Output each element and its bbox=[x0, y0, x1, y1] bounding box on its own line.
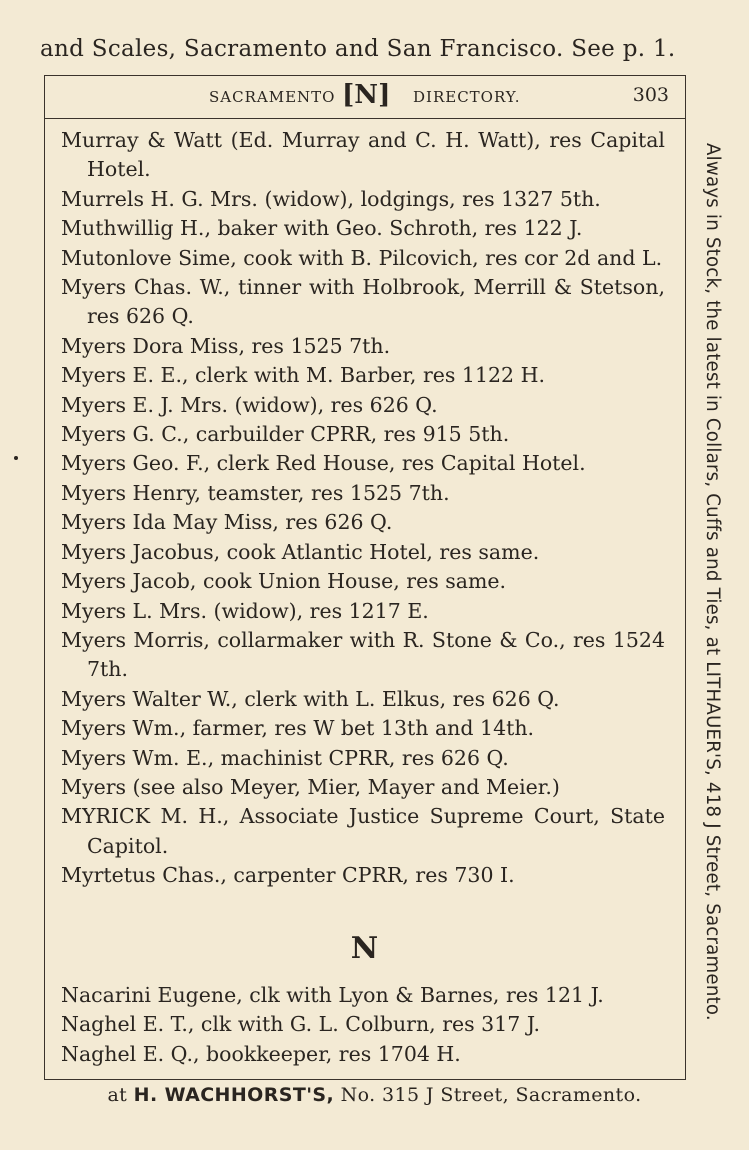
directory-entry: Myrtetus Chas., carpenter CPRR, res 730 I. bbox=[61, 863, 515, 888]
directory-entry: Naghel E. Q., bookkeeper, res 1704 H. bbox=[61, 1041, 461, 1066]
side-advertisement-text: Always in Stock, the latest in Collars, Cuffs and Ties, at LITHAUER'S, 418 J Street, Sacramento. bbox=[702, 143, 723, 1021]
directory-entry: Myers Geo. F., clerk Red House, res Capital Hotel. bbox=[61, 451, 586, 476]
directory-entry: Murray & Watt (Ed. Murray and C. H. Watt), res Capital Hotel. bbox=[61, 128, 665, 182]
directory-entry: Naghel E. T., clk with G. L. Colburn, res 317 J. bbox=[61, 1012, 540, 1037]
directory-entry: Myers E. J. Mrs. (widow), res 626 Q. bbox=[61, 392, 438, 417]
bottom-ad-prefix: at bbox=[107, 1084, 128, 1106]
directory-entry: Myers E. E., clerk with M. Barber, res 1122 H. bbox=[61, 363, 546, 388]
running-header bbox=[45, 76, 685, 119]
directory-entry: Nacarini Eugene, clk with Lyon & Barnes, res 121 J. bbox=[61, 983, 604, 1007]
directory-entry: Myers Morris, collarmaker with R. Stone & Co., res 1524 7th. bbox=[61, 627, 665, 682]
directory-entry: Myers Chas. W., tinner with Holbrook, Merrill & Stetson, res 626 Q. bbox=[61, 275, 665, 329]
directory-entry: Myers Jacob, cook Union House, res same. bbox=[61, 569, 507, 594]
directory-entry: Murrels H. G. Mrs. (widow), lodgings, res 1327 5th. bbox=[61, 186, 601, 211]
bottom-ad-name: H. WACHHORST'S, bbox=[133, 1084, 335, 1106]
bottom-ad-address: No. 315 J Street, Sacramento. bbox=[340, 1084, 642, 1106]
directory-entry: Myers Ida May Miss, res 626 Q. bbox=[61, 510, 393, 535]
directory-entry: Myers Wm. E., machinist CPRR, res 626 Q. bbox=[61, 745, 509, 770]
section-heading: N bbox=[350, 931, 380, 966]
directory-entries bbox=[61, 126, 665, 891]
header-city: SACRAMENTO bbox=[209, 88, 336, 106]
directory-entry: Myers Jacobus, cook Atlantic Hotel, res same. bbox=[61, 539, 540, 564]
margin-speck bbox=[14, 456, 18, 460]
directory-entry: Myers Henry, teamster, res 1525 7th. bbox=[61, 480, 450, 505]
directory-entry: Muthwillig H., baker with Geo. Schroth, res 122 J. bbox=[61, 216, 583, 241]
header-title: DIRECTORY. bbox=[413, 88, 521, 106]
directory-entry: Myers Walter W., clerk with L. Elkus, res 626 Q. bbox=[61, 686, 560, 711]
page-number: 303 bbox=[632, 84, 669, 106]
directory-entry: Myers (see also Meyer, Mier, Mayer and Meier.) bbox=[61, 774, 560, 799]
directory-entry: Myers G. C., carbuilder CPRR, res 915 5th. bbox=[61, 422, 510, 447]
header-letter: [N] bbox=[342, 80, 391, 110]
directory-entry: Mutonlove Sime, cook with B. Pilcovich, res cor 2d and L. bbox=[61, 245, 663, 270]
directory-entry: Myers L. Mrs. (widow), res 1217 E. bbox=[61, 598, 429, 623]
top-advertisement: and Scales, Sacramento and San Francisco. See p. 1. bbox=[40, 36, 676, 62]
directory-entry: Myers Wm., farmer, res W bet 13th and 14th. bbox=[61, 716, 535, 741]
side-advertisement bbox=[702, 143, 738, 1021]
directory-entries-n bbox=[61, 981, 665, 1069]
directory-entry: MYRICK M. H., Associate Justice Supreme Court, State Capitol. bbox=[61, 804, 665, 858]
directory-entry: Myers Dora Miss, res 1525 7th. bbox=[61, 333, 391, 358]
bottom-advertisement bbox=[0, 1084, 749, 1106]
directory-page-frame bbox=[44, 75, 686, 1080]
